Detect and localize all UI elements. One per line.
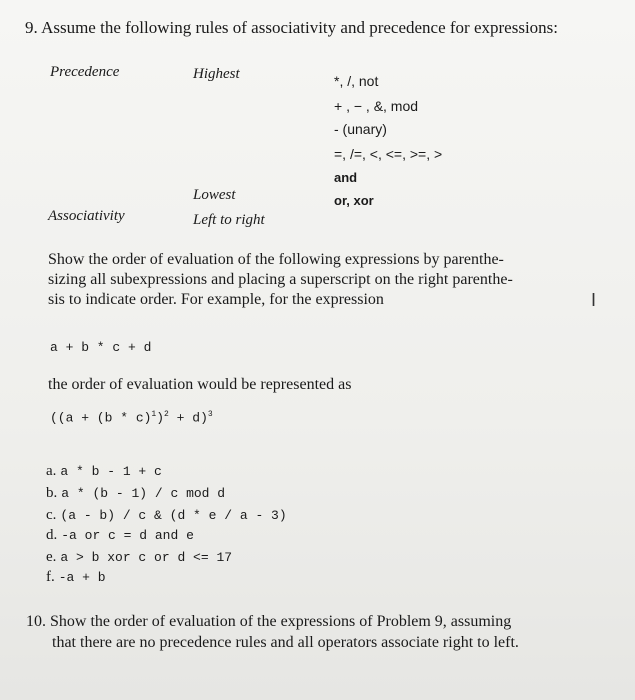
item-d-label: d. bbox=[46, 527, 58, 543]
associativity-value: Left to right bbox=[193, 212, 265, 228]
item-d-expression: -a or c = d and e bbox=[61, 528, 194, 543]
item-e-label: e. bbox=[46, 549, 57, 565]
item-b-label: b. bbox=[46, 485, 58, 501]
item-f-expression: -a + b bbox=[58, 570, 106, 585]
highest-label: Highest bbox=[193, 66, 240, 82]
operator-row-1: *, /, not bbox=[334, 73, 379, 89]
item-b-expression: a * (b - 1) / c mod d bbox=[61, 486, 226, 501]
example-result-part-1: ((a + (b * c) bbox=[50, 410, 152, 426]
operator-row-3: - (unary) bbox=[334, 121, 387, 137]
question-9-text: Assume the following rules of associativity and precedence for expressions: bbox=[41, 18, 559, 37]
superscript-3: 3 bbox=[207, 410, 213, 419]
question-10-line-2: that there are no precedence rules and all operators associate right to left. bbox=[52, 634, 519, 651]
text-cursor-icon: I bbox=[591, 290, 597, 310]
example-expression: a + b * c + d bbox=[50, 340, 152, 355]
item-d bbox=[46, 526, 194, 544]
lowest-label: Lowest bbox=[193, 187, 236, 203]
item-b bbox=[46, 484, 225, 502]
item-c-label: c. bbox=[46, 507, 57, 523]
item-f-label: f. bbox=[46, 569, 55, 585]
question-10-number: 10. bbox=[26, 613, 46, 630]
item-f bbox=[46, 568, 106, 586]
superscript-1: 1 bbox=[151, 410, 157, 419]
example-result-part-3: + d) bbox=[168, 410, 208, 426]
precedence-label: Precedence bbox=[50, 64, 120, 80]
operator-row-6: or, xor bbox=[334, 193, 374, 208]
operator-row-5: and bbox=[334, 170, 358, 185]
example-result bbox=[50, 410, 213, 425]
question-10-line-1 bbox=[26, 612, 511, 632]
instruction-line-3: sis to indicate order. For example, for the expression bbox=[48, 291, 384, 308]
instruction-line-1: Show the order of evaluation of the following expressions by parenthe- bbox=[48, 251, 504, 268]
question-9-header bbox=[25, 18, 558, 38]
item-e bbox=[46, 548, 232, 566]
item-c-expression: (a - b) / c & (d * e / a - 3) bbox=[60, 508, 287, 523]
item-a-label: a. bbox=[46, 463, 57, 479]
operator-row-2: + , − , &, mod bbox=[334, 98, 419, 114]
item-a bbox=[46, 462, 162, 480]
item-e-expression: a > b xor c or d <= 17 bbox=[60, 550, 233, 565]
item-c bbox=[46, 506, 287, 524]
example-result-part-2: ) bbox=[156, 410, 165, 426]
question-10-text-1: Show the order of evaluation of the expressions of Problem 9, assuming bbox=[50, 613, 512, 630]
instruction-line-2: sizing all subexpressions and placing a superscript on the right parenthe- bbox=[48, 271, 513, 288]
question-9-number: 9. bbox=[25, 18, 38, 37]
superscript-2: 2 bbox=[164, 410, 169, 419]
example-text: the order of evaluation would be represented as bbox=[48, 376, 352, 393]
operator-row-4: =, /=, <, <=, >=, > bbox=[334, 146, 443, 162]
item-a-expression: a * b - 1 + c bbox=[60, 464, 162, 479]
associativity-label: Associativity bbox=[48, 208, 125, 224]
